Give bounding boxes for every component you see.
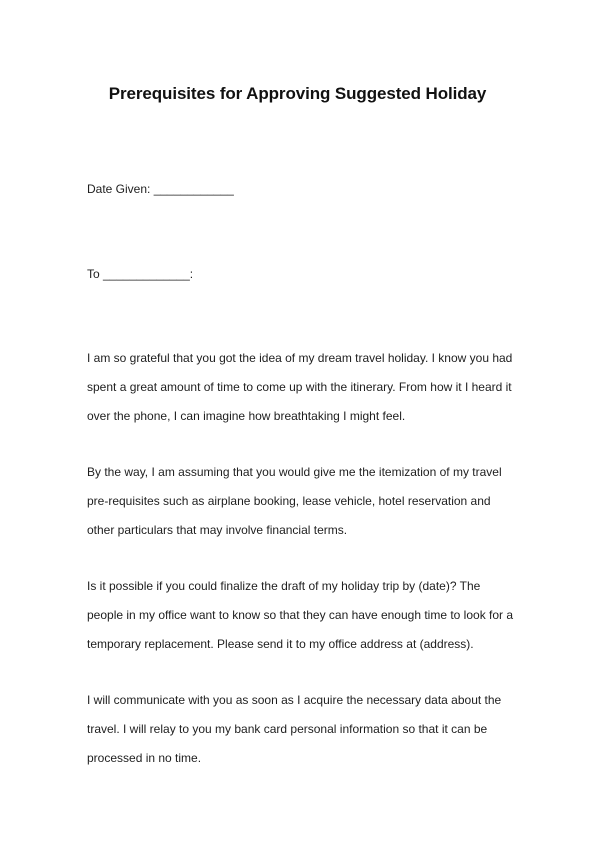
paragraph-line: pre-requisites such as airplane booking, lease vehicle, hotel reservation and [87, 494, 491, 508]
paragraph-line: processed in no time. [87, 751, 202, 765]
paragraph-communication [87, 693, 517, 780]
paragraph-line: By the way, I am assuming that you would give me the itemization of my travel [87, 465, 502, 479]
document-title: Prerequisites for Approving Suggested Holiday [108, 84, 487, 103]
paragraph-draft-request [87, 579, 517, 666]
date-given-line: Date Given: ____________ [87, 182, 234, 196]
paragraph-itemization [87, 465, 517, 552]
paragraph-line: I am so grateful that you got the idea of my dream travel holiday. I know you had [87, 351, 513, 365]
paragraph-line: I will communicate with you as soon as I acquire the necessary data about the [87, 693, 502, 707]
paragraph-line: Is it possible if you could finalize the draft of my holiday trip by (date)? The [87, 579, 481, 593]
paragraph-line: temporary replacement. Please send it to my office address at (address). [87, 637, 474, 651]
paragraph-line: people in my office want to know so that they can have enough time to look for a [87, 608, 514, 622]
paragraph-line: over the phone, I can imagine how breathtaking I might feel. [87, 409, 406, 423]
paragraph-line: spent a great amount of time to come up with the itinerary. From how it I heard it [87, 380, 512, 394]
paragraph-line: other particulars that may involve financial terms. [87, 523, 348, 537]
paragraph-gratitude [87, 351, 517, 438]
recipient-line: To _____________: [87, 267, 194, 281]
paragraph-line: travel. I will relay to you my bank card personal information so that it can be [87, 722, 488, 736]
